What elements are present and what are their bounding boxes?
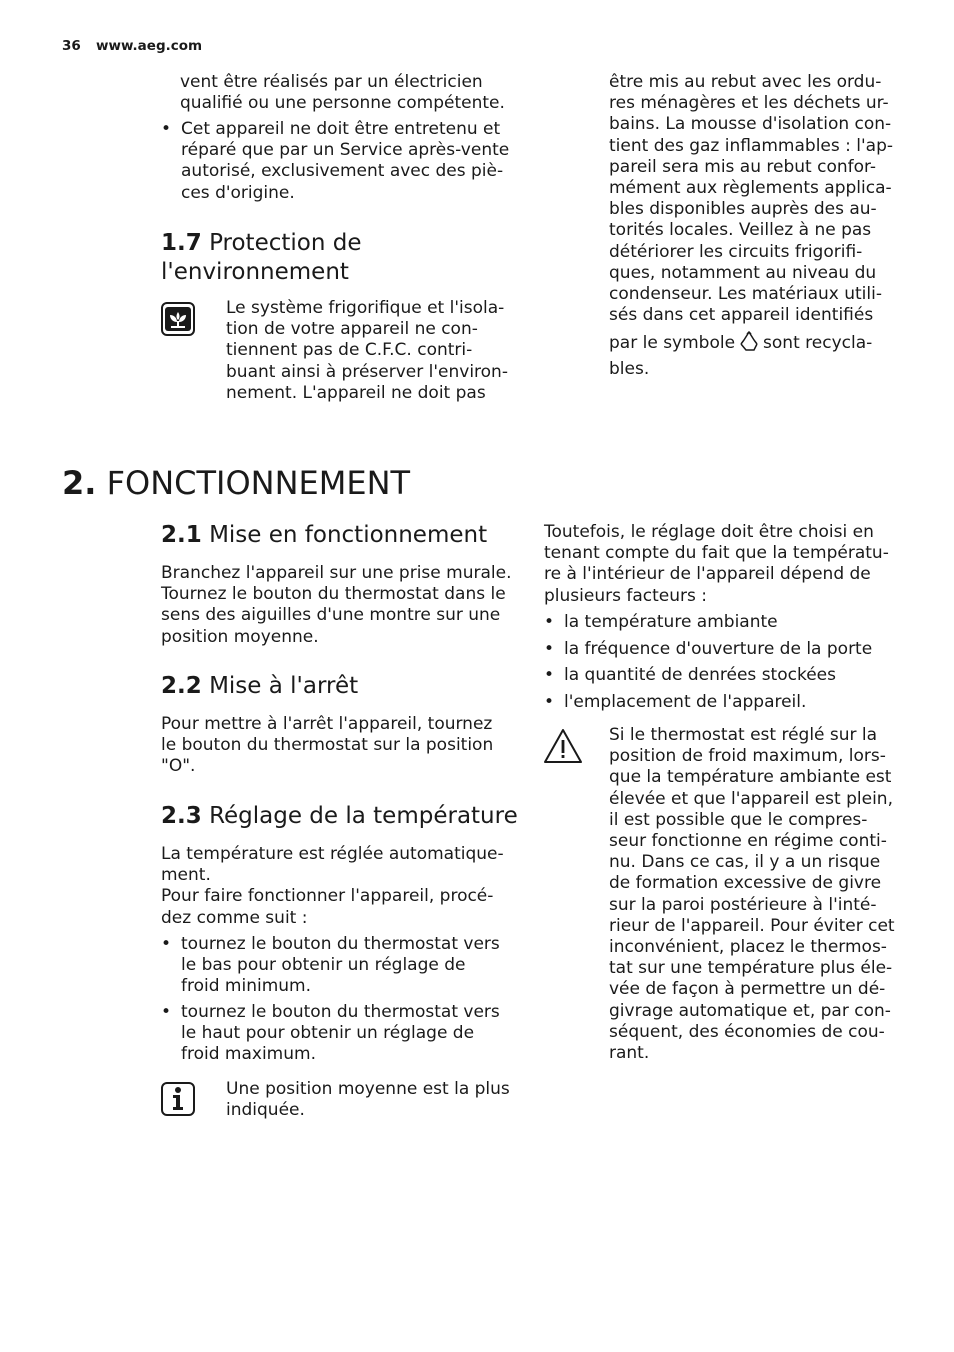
- list-item: • tournez le bouton du thermostat vers le haut pour obtenir un réglage de froid maximum.: [161, 1002, 500, 1065]
- list-item: • Cet appareil ne doit être entretenu et réparé que par un Service après-vente autorisé, exclusivement avec des piè- ces d'origine.: [161, 119, 510, 203]
- list-item: • la fréquence d'ouverture de la porte: [544, 639, 873, 659]
- factors-intro: Toutefois, le réglage doit être choisi en tenant compte du fait que la températu- re à l'intérieur de l'appareil dépend de plusieurs facteurs :: [544, 522, 889, 606]
- info-text: Une position moyenne est la plus indiquée.: [226, 1079, 510, 1121]
- temperature-paragraph: La température est réglée automatique- ment. Pour faire fonctionner l'appareil, procé- dez comme suit :: [161, 844, 504, 928]
- recycle-icon: [738, 330, 760, 358]
- list-item: • tournez le bouton du thermostat vers le bas pour obtenir un réglage de froid minimum.: [161, 934, 500, 997]
- warning-text: Si le thermostat est réglé sur la position de froid maximum, lors- que la température ambiante est élevée et que l'appareil est plein, il est possible que le compres- seur fonctionne en régime conti- nu. Dans ce cas, il y a un risque de formation excessive de givre sur la paroi postérieure à l'inté- rieur de l'appareil. Pour éviter cet inconvénient, placez le thermos- tat sur une température plus éle- vée de façon à permettre un dé- givrage automatique et, par con- séquent, des économies de cou- rant.: [609, 725, 895, 1064]
- list-item: • l'emplacement de l'appareil.: [544, 692, 807, 712]
- chapter-heading: 2. FONCTIONNEMENT: [62, 464, 411, 502]
- section-heading-1-7: 1.7 Protection de l'environnement: [161, 230, 362, 285]
- section-heading-2-1: 2.1 Mise en fonctionnement: [161, 522, 488, 548]
- switch-on-paragraph: Branchez l'appareil sur une prise murale. Tournez le bouton du thermostat dans le sens des aiguilles d'une montre sur une position moyenne.: [161, 563, 512, 647]
- info-icon: [161, 1082, 195, 1116]
- continuation-text: vent être réalisés par un électricien qualifié ou une personne compétente.: [180, 72, 505, 114]
- website-link[interactable]: www.aeg.com: [96, 38, 203, 54]
- disposal-paragraph: être mis au rebut avec les ordu- res ménagères et les déchets ur- bains. La mousse d'isolation con- tient des gaz inflammables : l'ap- pareil sera mis au rebut confor- mément aux règlements applica- bles disponibles auprès des au- torités locales. Veillez à ne pas détériorer les circuits frigorifi- ques, notamment au niveau du condenseur. Les matériaux utili- sés dans cet appareil identifiés par le symbole sont recycla- bles.: [609, 72, 894, 379]
- eco-paragraph: Le système frigorifique et l'isola- tion de votre appareil ne con- tiennent pas de C.F.C. contri- buant ainsi à préserver l'environ- nement. L'appareil ne doit pas: [226, 298, 508, 403]
- section-heading-2-3: 2.3 Réglage de la température: [161, 803, 518, 829]
- eco-flower-icon: [161, 302, 195, 336]
- section-heading-2-2: 2.2 Mise à l'arrêt: [161, 673, 359, 699]
- list-item: • la température ambiante: [544, 612, 778, 632]
- page-number: 36: [62, 38, 81, 54]
- switch-off-paragraph: Pour mettre à l'arrêt l'appareil, tournez le bouton du thermostat sur la position "O".: [161, 714, 494, 777]
- list-item: • la quantité de denrées stockées: [544, 665, 836, 685]
- warning-icon: [543, 728, 583, 768]
